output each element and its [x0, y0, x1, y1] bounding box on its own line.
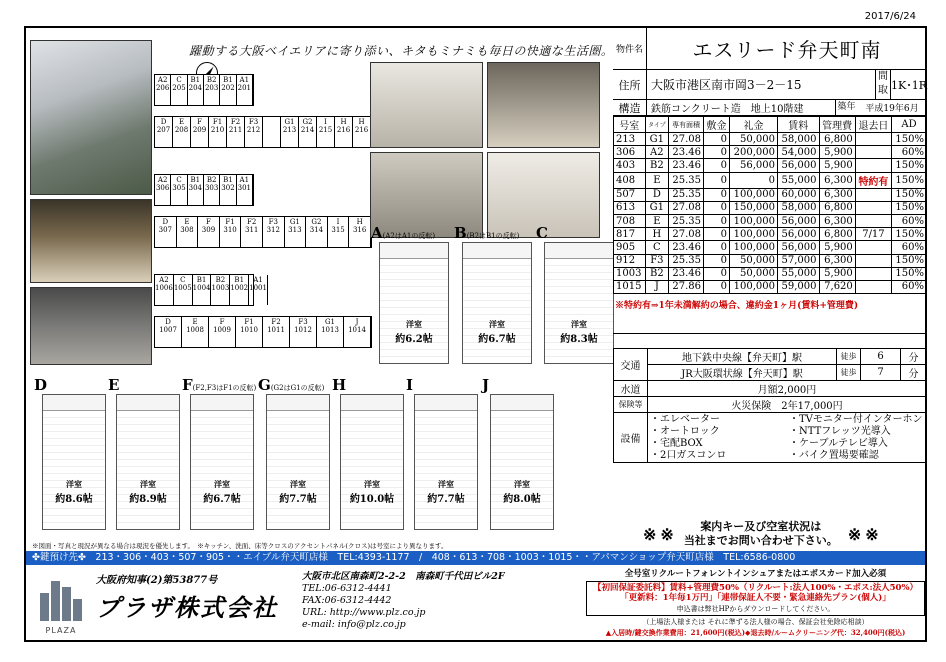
company-address: 大阪市北区南森町2-2-2 南森町千代田ビル2F	[302, 571, 505, 582]
traffic-minutes: 6	[861, 349, 901, 365]
unit-cell: 1003	[614, 267, 646, 280]
traffic-route: 地下鉄中央線【弁天町】駅	[648, 349, 837, 365]
site-plan-unit: I 215	[317, 117, 335, 147]
unit-cell: 5,900	[819, 241, 855, 254]
unit-cell: 27.08	[669, 201, 704, 214]
unit-table	[613, 116, 927, 294]
site-plan-unit: B1 202	[220, 75, 236, 105]
unit-cell: 100,000	[729, 228, 777, 241]
layout-value: 1K･1R	[891, 78, 927, 92]
logo-text: PLAZA	[45, 626, 77, 635]
unit-cell: 6,300	[819, 172, 855, 188]
unit-cell: 0	[704, 254, 730, 267]
unit-cell	[855, 201, 891, 214]
traffic-mode: 徒歩	[837, 349, 861, 365]
site-plan-upper-wing	[154, 74, 254, 106]
property-info-panel	[613, 28, 927, 463]
unit-table-header: 礼金	[729, 117, 777, 133]
property-name: エスリード弁天町南	[692, 38, 882, 62]
unit-cell: 23.46	[669, 267, 704, 280]
key-info	[643, 516, 933, 552]
floor-plan-type-label: B(B2はB1の反転)	[454, 224, 520, 242]
key-mark-icon: ※	[847, 524, 862, 544]
unit-cell: 0	[704, 280, 730, 293]
company-email[interactable]: e-mail: info@plz.co.jp	[302, 619, 406, 630]
unit-cell: 54,000	[778, 146, 819, 159]
site-plan-unit: C 205	[171, 75, 187, 105]
floor-plan-type-label: F(F2,F3はF1の反転)	[182, 376, 257, 394]
room-photo	[487, 62, 600, 148]
site-plan-unit: F3 212	[245, 117, 263, 147]
unit-cell: 56,000	[778, 228, 819, 241]
unit-cell: 150%	[892, 228, 927, 241]
site-plan-unit: G1 1013	[317, 317, 344, 347]
unit-cell: 0	[704, 214, 730, 227]
site-plan-unit: F1 310	[220, 217, 242, 247]
plaza-logo	[36, 573, 86, 635]
unit-cell: 25.35	[669, 172, 704, 188]
unit-row	[614, 241, 927, 254]
floor-plan-room: 洋室 約8.9帖	[129, 479, 167, 505]
site-plan-lower-wing	[154, 316, 372, 348]
site-plan-unit: F3 1012	[290, 317, 317, 347]
equipment-item: ・NTTフレッツ光導入	[789, 425, 891, 437]
unit-cell: 23.46	[669, 159, 704, 172]
insurance-fee: 火災保険 2年17,000円	[648, 397, 927, 413]
unit-cell: E	[645, 172, 669, 188]
unit-table-header: AD	[892, 117, 927, 133]
site-plan-unit: H 216	[353, 117, 371, 147]
site-plan-lower-wing	[154, 116, 372, 148]
unit-cell: 150%	[892, 267, 927, 280]
unit-table-header: 管理費	[819, 117, 855, 133]
site-plan-unit: F 1009	[209, 317, 236, 347]
site-plan-unit: A1 1001	[249, 275, 268, 305]
floor-plan-type-label: D	[34, 376, 48, 394]
traffic-mode: 徒歩	[837, 365, 861, 381]
floor-plan-type-label: E	[108, 376, 120, 394]
floor-plan-drawing	[266, 394, 330, 530]
unit-row	[614, 280, 927, 293]
headline: 躍動する大阪ベイエリアに寄り添い、キタもミナミも毎日の快適な生活圏。	[189, 44, 614, 58]
site-plan-unit: D 207	[155, 117, 173, 147]
footer	[26, 567, 925, 642]
unit-cell: 23.46	[669, 146, 704, 159]
site-plan-unit: A2 1006	[155, 275, 174, 305]
campaign-line: 【初回保証委託料】賃料+管理費50%（リクルート:法人100%・エポス:法人50%）	[592, 582, 919, 593]
unit-row	[614, 214, 927, 227]
site-plan-unit: I 315	[328, 217, 350, 247]
unit-cell: 57,000	[778, 254, 819, 267]
site-plan-unit: G1 213	[281, 117, 299, 147]
site-plan-unit: G2 214	[299, 117, 317, 147]
water-label: 水道	[614, 381, 648, 397]
penalty-notice: ※特約有⇒1年未満解約の場合、違約金1ヶ月(賃料+管理費)	[613, 294, 927, 334]
equipment-item: ・宅配BOX	[650, 437, 703, 449]
floor-plan-room: 洋室 約6.7帖	[203, 479, 241, 505]
unit-cell: 0	[704, 267, 730, 280]
unit-cell: 213	[614, 133, 646, 146]
unit-row	[614, 146, 927, 159]
unit-cell: F3	[645, 254, 669, 267]
unit-cell: 56,000	[729, 159, 777, 172]
traffic-minutes: 7	[861, 365, 901, 381]
site-plan-unit	[263, 117, 281, 147]
site-plan-unit: D 1007	[155, 317, 182, 347]
unit-cell: 5,900	[819, 146, 855, 159]
property-name-label: 物件名	[613, 28, 647, 69]
unit-cell: G1	[645, 133, 669, 146]
floor-plan-drawing	[340, 394, 404, 530]
unit-cell: 50,000	[729, 254, 777, 267]
flyer-sheet	[24, 26, 927, 642]
unit-cell: 150%	[892, 188, 927, 201]
floor-plan-room: 洋室 約10.0帖	[349, 479, 395, 505]
unit-cell: 60,000	[778, 188, 819, 201]
equipment-item: ・2口ガスコンロ	[650, 449, 727, 461]
license-number: 大阪府知事(2)第53877号	[96, 575, 218, 586]
contact-block	[302, 571, 505, 631]
campaign-box	[586, 581, 925, 617]
unit-row	[614, 172, 927, 188]
floor-plan-drawing	[379, 242, 449, 364]
unit-cell: 100,000	[729, 188, 777, 201]
unit-cell: 6,800	[819, 201, 855, 214]
entrance-photo	[30, 199, 152, 283]
unit-cell: 150%	[892, 172, 927, 188]
site-plan-unit: A2 306	[155, 175, 171, 205]
campaign-line: 申込書は弊社HPからダウンロードしてください。	[676, 604, 835, 613]
unit-cell: 150%	[892, 201, 927, 214]
company-tel: TEL:06-6312-4441	[302, 583, 392, 594]
unit-cell: 150,000	[729, 201, 777, 214]
unit-cell: 6,300	[819, 188, 855, 201]
unit-cell: 27.86	[669, 280, 704, 293]
traffic-route: JR大阪環状線【弁天町】駅	[648, 365, 837, 381]
floor-plan-room: 洋室 約6.7帖	[478, 319, 516, 345]
unit-table-header: 専有面積	[669, 117, 704, 133]
key-info-line: 案内キー及び空室状況は	[700, 520, 822, 533]
unit-cell: 1015	[614, 280, 646, 293]
unit-row	[614, 201, 927, 214]
site-plan-unit: E 208	[173, 117, 191, 147]
floor-plan-drawing	[414, 394, 478, 530]
lobby-photo	[30, 287, 152, 365]
floor-plan-room: 洋室 約7.7帖	[427, 479, 465, 505]
campaign-line: 全号室リクルートフォレントインシュアまたはエポスカード加入必須	[624, 569, 887, 579]
unit-cell	[855, 146, 891, 159]
floor-plan-room: 洋室 約8.3帖	[560, 319, 598, 345]
unit-cell: E	[645, 214, 669, 227]
unit-cell: 100,000	[729, 280, 777, 293]
floor-plan-drawing	[116, 394, 180, 530]
address-label: 住所	[613, 70, 647, 99]
site-plan-unit: C 305	[171, 175, 187, 205]
unit-cell: 25.35	[669, 188, 704, 201]
site-plan-unit: F1 210	[209, 117, 227, 147]
site-plan-unit: B2 303	[204, 175, 220, 205]
unit-cell: 7,620	[819, 280, 855, 293]
unit-cell: 150%	[892, 159, 927, 172]
unit-cell: 6,800	[819, 133, 855, 146]
water-fee: 月額2,000円	[648, 381, 927, 397]
unit-cell: 100,000	[729, 241, 777, 254]
unit-cell	[855, 254, 891, 267]
unit-cell: D	[645, 188, 669, 201]
unit-cell: H	[645, 228, 669, 241]
unit-row	[614, 159, 927, 172]
unit-cell	[855, 133, 891, 146]
site-plan-unit: F2 1011	[263, 317, 290, 347]
site-plan-unit: F2 311	[241, 217, 263, 247]
unit-row	[614, 254, 927, 267]
unit-cell: 60%	[892, 214, 927, 227]
unit-table-header: タイプ	[645, 117, 669, 133]
address: 大阪市港区南市岡3－2－15	[651, 78, 802, 92]
site-plan-unit: D 307	[155, 217, 177, 247]
site-plan-unit: E 308	[177, 217, 199, 247]
exterior-photos	[30, 40, 152, 369]
unit-cell: 0	[704, 159, 730, 172]
floor-plan-drawing	[490, 394, 554, 530]
unit-cell: 56,000	[778, 241, 819, 254]
interior-photos	[370, 62, 600, 238]
unit-cell: 55,000	[778, 172, 819, 188]
equipment-list	[648, 414, 926, 462]
site-plan-unit: B1 204	[188, 75, 204, 105]
unit-cell: 6,800	[819, 228, 855, 241]
site-plan-unit: F 309	[198, 217, 220, 247]
unit-cell	[855, 267, 891, 280]
company-fax: FAX:06-6312-4442	[302, 595, 392, 606]
floor-plan-type-label: J	[482, 376, 490, 394]
company-name: プラザ株式会社	[96, 593, 278, 622]
unit-cell: 50,000	[729, 133, 777, 146]
site-plan-unit: B1 1004	[193, 275, 212, 305]
traffic-unit: 分	[901, 349, 927, 365]
traffic-label: 交通	[614, 349, 648, 381]
unit-cell: 408	[614, 172, 646, 188]
unit-cell: 0	[704, 201, 730, 214]
unit-cell: 60%	[892, 280, 927, 293]
company-url[interactable]: URL: http://www.plz.co.jp	[302, 607, 426, 618]
floor-plan-type-label: G(G2はG1の反転)	[258, 376, 325, 394]
site-plan-unit: C 1005	[174, 275, 193, 305]
unit-cell: 817	[614, 228, 646, 241]
print-date: 2017/6/24	[864, 11, 916, 22]
unit-cell: 0	[704, 146, 730, 159]
built-date: 平成19年6月	[865, 104, 919, 114]
floor-plan-room: 洋室 約8.0帖	[503, 479, 541, 505]
site-plan-unit: B1 302	[220, 175, 236, 205]
unit-cell: 27.08	[669, 228, 704, 241]
site-plan-unit: A2 206	[155, 75, 171, 105]
site-plan-unit: A1 201	[237, 75, 253, 105]
unit-cell	[855, 159, 891, 172]
unit-cell: 27.08	[669, 133, 704, 146]
unit-cell: 0	[704, 188, 730, 201]
site-plan-unit: H 316	[349, 217, 371, 247]
building-exterior-photo	[30, 40, 152, 195]
layout-label: 間取	[875, 70, 891, 99]
unit-cell	[855, 241, 891, 254]
unit-cell: 0	[704, 172, 730, 188]
unit-cell: 56,000	[778, 159, 819, 172]
site-plan-unit: G2 314	[306, 217, 328, 247]
unit-cell: 507	[614, 188, 646, 201]
site-plan-unit: J 1014	[344, 317, 371, 347]
structure: 鉄筋コンクリート造 地上10階建	[651, 104, 804, 115]
unit-cell: C	[645, 241, 669, 254]
key-mark-icon: ※	[643, 524, 657, 544]
unit-cell: 0	[704, 241, 730, 254]
property-name-row	[613, 28, 927, 70]
unit-cell: 100,000	[729, 214, 777, 227]
floor-plan-room: 洋室 約8.6帖	[55, 479, 93, 505]
site-plan-unit: F 209	[191, 117, 209, 147]
floor-plan-room: 洋室 約7.7帖	[279, 479, 317, 505]
unit-cell: 0	[729, 172, 777, 188]
unit-cell: 59,000	[778, 280, 819, 293]
unit-cell: 403	[614, 159, 646, 172]
unit-row	[614, 228, 927, 241]
site-plan-unit: F1 1010	[236, 317, 263, 347]
key-mark-icon: ※	[865, 524, 879, 544]
unit-cell: 50,000	[729, 267, 777, 280]
floor-plan-type-label: A(A2はA1の反転)	[371, 224, 436, 242]
unit-cell: 200,000	[729, 146, 777, 159]
floor-plan-drawing	[544, 242, 614, 364]
site-plan-upper-wing	[154, 174, 254, 206]
site-plan	[154, 64, 372, 354]
traffic-unit: 分	[901, 365, 927, 381]
unit-cell: 905	[614, 241, 646, 254]
key-mark-icon: ※	[660, 524, 674, 544]
unit-cell: 912	[614, 254, 646, 267]
unit-cell: 25.35	[669, 214, 704, 227]
site-plan-unit: F2 211	[227, 117, 245, 147]
unit-cell: 6,300	[819, 214, 855, 227]
campaign-block	[586, 569, 925, 638]
site-plan-unit: B1 1002	[230, 275, 249, 305]
site-plan-unit: B2 203	[204, 75, 220, 105]
company-block	[96, 571, 278, 623]
unit-table-header: 退去日	[855, 117, 891, 133]
site-plan-unit: A1 301	[237, 175, 253, 205]
site-plan-lower-wing	[154, 216, 372, 248]
unit-cell: A2	[645, 146, 669, 159]
unit-cell: 7/17	[855, 228, 891, 241]
insurance-label: 保険等	[614, 397, 648, 413]
floor-plan-drawing	[462, 242, 532, 364]
traffic-table	[613, 348, 927, 463]
unit-cell: 0	[704, 228, 730, 241]
unit-cell: J	[645, 280, 669, 293]
unit-cell: 613	[614, 201, 646, 214]
unit-cell: 5,900	[819, 267, 855, 280]
site-plan-unit: B1 304	[188, 175, 204, 205]
unit-cell: 6,300	[819, 254, 855, 267]
unit-cell: 23.46	[669, 241, 704, 254]
kitchen-photo	[370, 62, 483, 148]
key-holder-bar: ✤鍵預け先✤ 213・306・403・507・905・・エイブル弁天町店様 TEL:4393-1177 / 408・613・708・1003・1015・・アパマンショップ弁天町店様 TEL:6586-0800	[26, 551, 925, 565]
unit-cell: 306	[614, 146, 646, 159]
equipment-item: ・エレベーター	[650, 413, 720, 425]
built-label: 築年	[835, 100, 857, 115]
unit-cell: 58,000	[778, 201, 819, 214]
campaign-line: 「更新料：1年毎1万円」「連帯保証人不要・緊急連絡先プラン(個人)」	[620, 593, 891, 603]
site-plan-unit: H 216	[335, 117, 353, 147]
floor-plan-type-label: C	[536, 224, 548, 242]
equipment-item: ・ケーブルテレビ導入	[789, 437, 888, 449]
unit-cell: 5,900	[819, 159, 855, 172]
equipment-item: ・オートロック	[650, 425, 720, 437]
structure-row	[613, 100, 927, 116]
site-plan-unit: F3 312	[263, 217, 285, 247]
site-plan-unit: G1 313	[285, 217, 307, 247]
structure-label: 構造	[613, 100, 647, 115]
unit-cell: 0	[704, 133, 730, 146]
floor-plan-drawing	[42, 394, 106, 530]
unit-cell: 708	[614, 214, 646, 227]
unit-table-header: 敷金	[704, 117, 730, 133]
unit-row	[614, 133, 927, 146]
unit-cell: G1	[645, 201, 669, 214]
unit-cell: 150%	[892, 254, 927, 267]
address-row	[613, 70, 927, 100]
floor-plan-type-label: H	[332, 376, 347, 394]
unit-cell: 60%	[892, 146, 927, 159]
equipment-label: 設備	[614, 413, 648, 463]
site-plan-unit: E 1008	[182, 317, 209, 347]
floor-plan-type-label: I	[406, 376, 414, 394]
key-info-line: 当社までお問い合わせ下さい。	[683, 534, 838, 547]
unit-cell	[855, 188, 891, 201]
unit-cell: 特約有	[855, 172, 891, 188]
equipment-item: ・バイク置場要確認	[789, 449, 879, 461]
floor-plan-room: 洋室 約6.2帖	[395, 319, 433, 345]
unit-cell: B2	[645, 267, 669, 280]
site-plan-unit: B2 1003	[211, 275, 230, 305]
unit-cell: 55,000	[778, 267, 819, 280]
unit-cell	[855, 280, 891, 293]
unit-row	[614, 188, 927, 201]
unit-cell: 58,000	[778, 133, 819, 146]
unit-cell	[855, 214, 891, 227]
equipment-item: ・TVモニター付インターホン	[789, 413, 923, 425]
unit-cell: 25.35	[669, 254, 704, 267]
unit-table-header: 号室	[614, 117, 646, 133]
unit-row	[614, 267, 927, 280]
unit-cell: 56,000	[778, 214, 819, 227]
campaign-line: （上場法人様または それに準ずる法人様の場合、保証会社免除応相談）	[642, 618, 869, 626]
site-plan-upper-wing	[154, 274, 267, 306]
floor-plan-drawing	[190, 394, 254, 530]
unit-cell: 150%	[892, 133, 927, 146]
campaign-line: ▲入居時/鍵交換作業費用：21,600円(税込)◆退去時/ルームクリーニング代：32,400円(税込)	[605, 627, 906, 637]
unit-table-header: 賃料	[778, 117, 819, 133]
unit-cell: B2	[645, 159, 669, 172]
caption: ※図面・写真と現況が異なる場合は現況を優先します。 ※キッチン、洗面、床等クロスのアクセントパネル(クロス)は号室により異なります。	[32, 542, 448, 550]
unit-cell: 60%	[892, 241, 927, 254]
